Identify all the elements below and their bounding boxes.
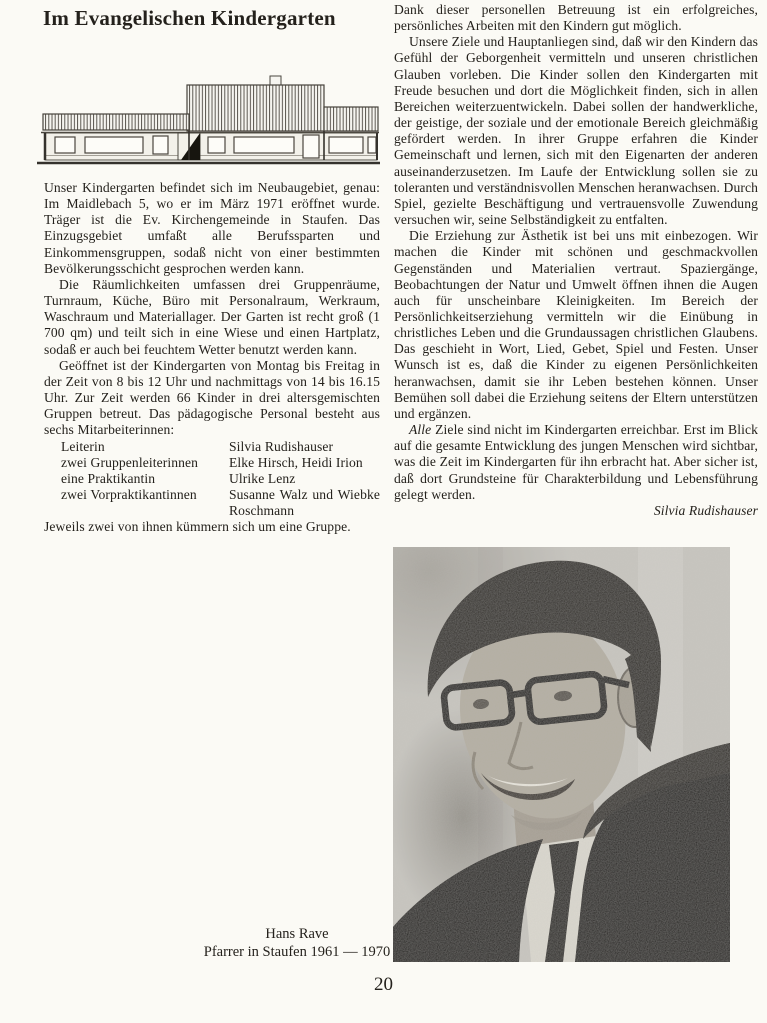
staff-role: zwei Gruppenleiterinnen [61, 454, 199, 470]
paragraph: Dank dieser personellen Betreuung ist ein erfolgreiches, persönliches Arbeiten mit den Kindern gut möglich. [394, 2, 758, 34]
staff-list [61, 439, 380, 520]
photo-caption-name: Hans Rave [265, 926, 329, 942]
paragraph: Geöffnet ist der Kindergarten von Montag bis Freitag in der Zeit von 8 bis 12 Uhr und nachmittags von 14 bis 16.15 Uhr. Zur Zeit werden 66 Kinder in drei altersgemischten Gruppen betreut. Das pädagogische Personal besteht aus sechs Mitarbeiterinnen: [44, 357, 380, 438]
closing-line: Jeweils zwei von ihnen kümmern sich um eine Gruppe. [44, 519, 351, 535]
left-column [44, 180, 380, 535]
paragraph: Die Erziehung zur Ästhetik ist bei uns mit einbezogen. Wir machen die Kinder mit schönen und geschmackvollen Gegenständen und Materialien vertraut. Spaziergänge, Beobachtungen der Natur und Umwelt öffnen ihnen die Augen auch für unscheinbare Kleinigkeiten. Im Bereich der Persönlichkeitserziehung vermitteln wir die Einübung in christliches Leben und die Grundaussagen christlichen Glaubens. Das geschieht in Wort, Lied, Gebet, Spiel und Festen. Unser Wunsch ist es, daß die Kinder zu eigenen Persönlichkeiten heranwachsen, damit sie ihr Leben bestehen können. Unser Bemühen soll dabei die Erziehung seitens der Eltern unterstützen und ergänzen. [394, 228, 758, 421]
staff-role: Leiterin [61, 438, 105, 454]
staff-row [61, 471, 380, 487]
right-column [394, 2, 758, 519]
italic-lead-word: Alle [409, 422, 432, 438]
author-signature: Silvia Rudishauser [653, 502, 758, 518]
paragraph: Die Räumlichkeiten umfassen drei Gruppenräume, Turnraum, Küche, Büro mit Personalraum, Werkraum, Waschraum und Materiallager. Der Garten ist recht groß (1 700 qm) und teilt sich in eine Wiese und einen Hartplatz, sodaß er auch bei feuchtem Wetter benutzt werden kann. [44, 276, 380, 357]
closing-paragraph [394, 422, 758, 503]
page-number: 20 [374, 974, 393, 995]
staff-row [61, 455, 380, 471]
staff-row [61, 439, 380, 455]
portrait-photo [393, 547, 730, 962]
photo-caption [127, 926, 467, 961]
staff-role: eine Praktikantin [61, 470, 156, 486]
staff-names: Ulrike Lenz [229, 470, 296, 486]
building-elevation-drawing [35, 56, 380, 175]
staff-role: zwei Vorpraktikantinnen [61, 486, 197, 502]
staff-names: Elke Hirsch, Heidi Irion [229, 454, 363, 470]
article-title: Im Evangelischen Kindergarten [43, 6, 336, 30]
paragraph: Unsere Ziele und Hauptanliegen sind, daß wir den Kindern das Gefühl der Geborgenheit vermitteln und unseren christlichen Glauben vorleben. Die Kinder sollen den Kindergarten mit Freude besuchen und dort die Möglichkeit finden, sich in allen Bereichen weiterzuentwickeln. Dabei sollen der handwerkliche, der geistige, der soziale und der emotionale Bereich gleichmäßig gefördert werden. In ihrer Gruppe erfahren die Kinder Gemeinschaft und lernen, sich mit den Eigenarten der anderen auseinanderzusetzen. Im Laufe der Entwicklung sollen sie zu toleranten und verständnisvollen Menschen heranwachsen. Durch Spiel, gezielte Beschäftigung und vertrauensvolle Zuwendung versuchen wir, seine Selbständigkeit zu entfalten. [394, 34, 758, 228]
staff-row [61, 487, 380, 519]
closing-paragraph-text: Ziele sind nicht im Kindergarten erreichbar. Erst im Blick auf die gesamte Entwicklung des jungen Menschen wird sichtbar, was die Zeit im Kindergarten für ihn erbracht hat. Aber sicher ist, daß dort Grundsteine für Charakterbildung und Lebensführung gelegt werden. [394, 422, 758, 502]
paragraph: Unser Kindergarten befindet sich im Neubaugebiet, genau: Im Maidlebach 5, wo er im März 1971 eröffnet wurde. Träger ist die Ev. Kirchengemeinde in Staufen. Das Einzugsgebiet umfaßt alle Berufssparten und Einkommensgruppen, sodaß nicht von einer bestimmten Bevölkerungsschicht gesprochen werden kann. [44, 180, 380, 276]
staff-names: Silvia Rudishauser [229, 438, 334, 454]
photo-caption-role: Pfarrer in Staufen 1961 — 1970 [203, 943, 391, 960]
staff-names: Susanne Walz und Wiebke Roschmann [229, 486, 380, 519]
